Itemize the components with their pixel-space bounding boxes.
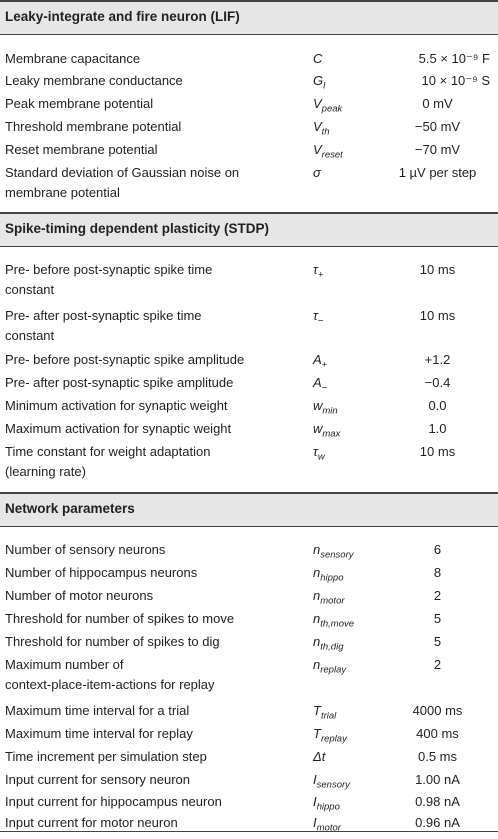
param-description: Threshold for number of spikes to dig xyxy=(5,634,220,649)
param-description-line2: constant xyxy=(5,282,55,297)
param-symbol: $n_{th,dig}$ xyxy=(313,634,344,653)
param-value: 10 × 10⁻⁹ S xyxy=(421,73,490,88)
param-symbol: $V_{peak}$ xyxy=(313,96,343,115)
param-description: Pre- before post-synaptic spike amplitude xyxy=(5,352,245,367)
param-value: 8 xyxy=(433,565,442,580)
param-symbol: $n_{sensory}$ xyxy=(313,542,354,561)
param-description: Maximum activation for synaptic weight xyxy=(5,421,232,436)
param-value: 10 ms xyxy=(419,444,456,459)
param-symbol: $A_+$ xyxy=(313,352,328,371)
section-title: Network parameters xyxy=(5,501,135,516)
param-symbol: $I_{sensory}$ xyxy=(313,772,350,791)
param-value: 1.00 nA xyxy=(415,772,460,787)
section-title: Spike-timing dependent plasticity (STDP) xyxy=(5,221,270,236)
param-description: Leaky membrane conductance xyxy=(5,73,183,88)
param-symbol: C xyxy=(313,51,323,66)
param-value: 1.0 xyxy=(428,421,447,436)
param-symbol: $\tau_+$ xyxy=(313,262,324,281)
param-value: 2 xyxy=(433,588,442,603)
param-description: Input current for sensory neuron xyxy=(5,772,190,787)
param-value: 10 ms xyxy=(419,262,456,277)
param-description: Number of hippocampus neurons xyxy=(5,565,198,580)
param-symbol: $I_{hippo}$ xyxy=(313,794,340,813)
param-value: 0.0 xyxy=(428,398,447,413)
param-description: Maximum time interval for replay xyxy=(5,726,193,741)
param-description: Minimum activation for synaptic weight xyxy=(5,398,228,413)
param-value: −70 mV xyxy=(414,142,461,157)
param-description: Number of sensory neurons xyxy=(5,542,166,557)
param-description: Pre- after post-synaptic spike time xyxy=(5,308,202,323)
param-description: Membrane capacitance xyxy=(5,51,141,66)
param-description: Pre- before post-synaptic spike time xyxy=(5,262,213,277)
section-title: Leaky-integrate and fire neuron (LIF) xyxy=(5,9,240,24)
section-header-lif xyxy=(0,0,498,35)
param-description: Maximum time interval for a trial xyxy=(5,703,190,718)
section-header-network xyxy=(0,492,498,527)
section-header-stdp xyxy=(0,212,498,247)
param-value: 0.98 nA xyxy=(415,794,460,809)
param-description-line2: membrane potential xyxy=(5,185,120,200)
param-description: Pre- after post-synaptic spike amplitude xyxy=(5,375,234,390)
param-symbol: Δt xyxy=(313,749,326,764)
table-bottom-rule xyxy=(0,831,498,832)
param-symbol: $V_{reset}$ xyxy=(313,142,343,161)
param-value: 2 xyxy=(433,657,442,672)
param-description: Input current for hippocampus neuron xyxy=(5,794,222,809)
param-value: 5 xyxy=(433,611,442,626)
param-description: Peak membrane potential xyxy=(5,96,154,111)
param-symbol: $n_{motor}$ xyxy=(313,588,345,607)
param-description: Maximum number of xyxy=(5,657,124,672)
param-description: Time constant for weight adaptation xyxy=(5,444,211,459)
param-symbol: $n_{replay}$ xyxy=(313,657,347,676)
param-symbol: $w_{max}$ xyxy=(313,421,341,440)
param-description-line2: constant xyxy=(5,328,55,343)
param-symbol: $n_{hippo}$ xyxy=(313,565,344,584)
param-description: Threshold membrane potential xyxy=(5,119,182,134)
param-symbol: σ xyxy=(313,165,321,180)
param-description: Reset membrane potential xyxy=(5,142,158,157)
param-value: 0 mV xyxy=(422,96,453,111)
param-description: Threshold for number of spikes to move xyxy=(5,611,235,626)
param-value: 6 xyxy=(433,542,442,557)
param-symbol: $w_{min}$ xyxy=(313,398,338,417)
param-description-line2: (learning rate) xyxy=(5,464,86,479)
param-symbol: $\tau_-$ xyxy=(313,308,324,327)
param-value: +1.2 xyxy=(424,352,451,367)
param-value: −50 mV xyxy=(414,119,461,134)
param-value: −0.4 xyxy=(424,375,451,390)
param-value: 1 µV per step xyxy=(398,165,477,180)
param-symbol: $I_{motor}$ xyxy=(313,815,341,834)
param-value: 0.5 ms xyxy=(417,749,457,764)
param-symbol: $T_{replay}$ xyxy=(313,726,347,745)
param-value: 5 xyxy=(433,634,442,649)
param-symbol: $V_{th}$ xyxy=(313,119,330,138)
param-symbol: $\tau_w$ xyxy=(313,444,325,463)
param-description: Standard deviation of Gaussian noise on xyxy=(5,165,240,180)
param-description-line2: context-place-item-actions for replay xyxy=(5,677,215,692)
param-description: Time increment per simulation step xyxy=(5,749,207,764)
param-value: 0.96 nA xyxy=(415,815,460,830)
param-description: Number of motor neurons xyxy=(5,588,154,603)
param-symbol: $n_{th,move}$ xyxy=(313,611,355,630)
param-symbol: $G_l$ xyxy=(313,73,326,92)
param-value: 5.5 × 10⁻⁹ F xyxy=(418,51,490,66)
param-value: 400 ms xyxy=(416,726,459,741)
param-value: 10 ms xyxy=(419,308,456,323)
param-symbol: $A_-$ xyxy=(313,375,328,394)
param-value: 4000 ms xyxy=(412,703,463,718)
param-description: Input current for motor neuron xyxy=(5,815,178,830)
param-symbol: $T_{trial}$ xyxy=(313,703,337,722)
